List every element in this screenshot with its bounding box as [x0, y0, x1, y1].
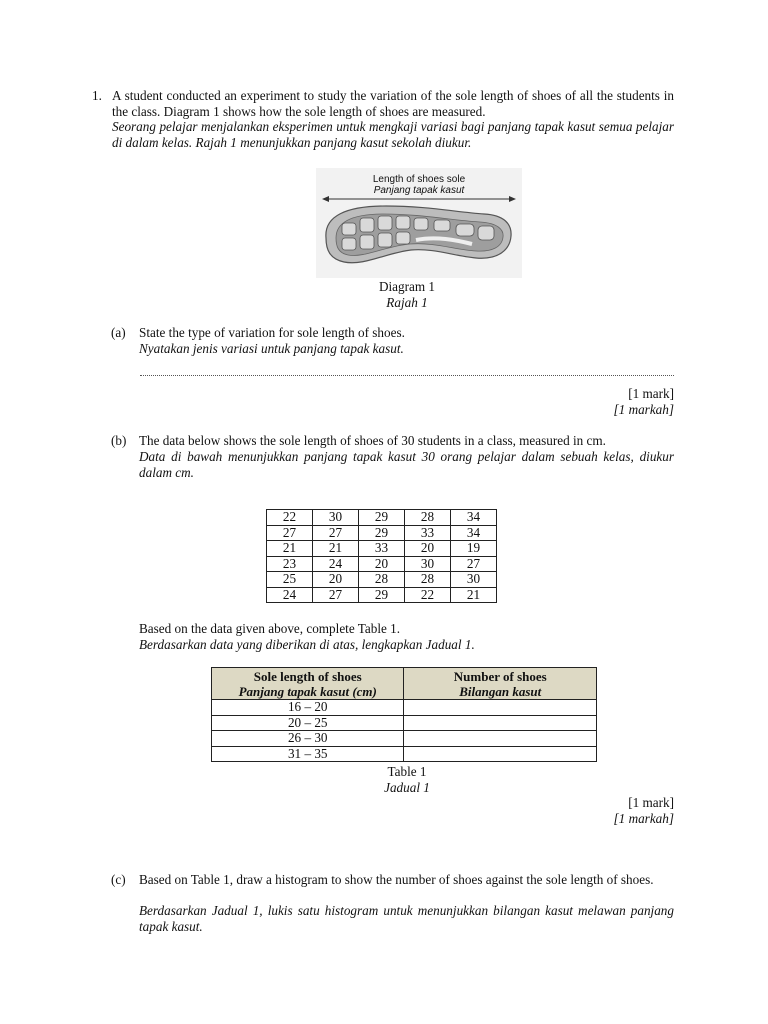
part-b-instruction-english: Based on the data given above, complete Table 1.	[139, 621, 401, 636]
part-b-letter: (b)	[111, 433, 127, 448]
part-a-mark-english: [1 mark]	[628, 386, 674, 401]
data-table-cell: 30	[313, 510, 359, 526]
part-c-question-malay: Berdasarkan Jadual 1, lukis satu histogram untuk menunjukkan bilangan kasut melawan panjang tapak kasut.	[139, 903, 674, 934]
data-table-cell: 28	[405, 510, 451, 526]
table-1-header-count	[404, 668, 597, 700]
data-table-cell: 20	[405, 541, 451, 557]
range-cell: 20 – 25	[212, 715, 404, 731]
table-1-caption-malay: Jadual 1	[384, 780, 430, 795]
data-table-cell: 30	[451, 572, 497, 588]
data-table-cell: 29	[359, 587, 405, 603]
data-table-cell: 27	[313, 525, 359, 541]
data-table-row	[267, 541, 497, 557]
data-table-cell: 21	[451, 587, 497, 603]
table-1-row	[212, 700, 597, 716]
table-1-row	[212, 715, 597, 731]
part-a-question-english: State the type of variation for sole length of shoes.	[139, 325, 405, 340]
diagram-caption-english: Diagram 1	[378, 279, 436, 294]
data-table-cell: 33	[359, 541, 405, 557]
count-answer-cell[interactable]	[404, 746, 597, 762]
data-table-cell: 24	[267, 587, 313, 603]
diagram-1-shoe-sole	[316, 168, 522, 278]
data-table-cell: 30	[405, 556, 451, 572]
data-table-cell: 34	[451, 525, 497, 541]
part-a-question-malay: Nyatakan jenis variasi untuk panjang tapak kasut.	[139, 341, 404, 356]
data-table-cell: 21	[313, 541, 359, 557]
data-table-cell: 27	[267, 525, 313, 541]
part-b-question-english: The data below shows the sole length of shoes of 30 students in a class, measured in cm.	[139, 433, 606, 448]
data-table-cell: 28	[405, 572, 451, 588]
data-table-row	[267, 587, 497, 603]
part-a-mark-malay: [1 markah]	[613, 402, 674, 417]
intro-english: A student conducted an experiment to study the variation of the sole length of shoes of all the students in the class. Diagram 1 shows how the sole length of shoes are measured.	[112, 88, 674, 119]
part-b-question-malay: Data di bawah menunjukkan panjang tapak kasut 30 orang pelajar dalam sebuah kelas, diukur dalam cm.	[139, 449, 674, 480]
data-table-cell: 28	[359, 572, 405, 588]
data-table-cell: 34	[451, 510, 497, 526]
range-cell: 16 – 20	[212, 700, 404, 716]
part-a-letter: (a)	[111, 325, 126, 340]
data-table-cell: 20	[313, 572, 359, 588]
count-answer-cell[interactable]	[404, 731, 597, 747]
data-table-row	[267, 510, 497, 526]
data-table-cell: 29	[359, 525, 405, 541]
table-1-caption-english: Table 1	[387, 764, 427, 779]
table-1-header-length	[212, 668, 404, 700]
header-length-english: Sole length of shoes	[253, 668, 362, 684]
part-c-question-english: Based on Table 1, draw a histogram to show the number of shoes against the sole length of shoes.	[139, 872, 654, 887]
data-table-cell: 27	[451, 556, 497, 572]
count-answer-cell[interactable]	[404, 700, 597, 716]
part-b-mark-english: [1 mark]	[628, 795, 674, 810]
data-table-cell: 21	[267, 541, 313, 557]
range-cell: 31 – 35	[212, 746, 404, 762]
header-length-malay: Panjang tapak kasut (cm)	[238, 683, 377, 699]
data-table-cell: 22	[405, 587, 451, 603]
answer-line[interactable]	[140, 374, 674, 376]
range-cell: 26 – 30	[212, 731, 404, 747]
data-table-cell: 19	[451, 541, 497, 557]
data-table-cell: 20	[359, 556, 405, 572]
table-1-row	[212, 731, 597, 747]
data-table-cell: 33	[405, 525, 451, 541]
data-table-row	[267, 525, 497, 541]
diagram-caption-malay: Rajah 1	[386, 295, 428, 310]
header-count-english: Number of shoes	[453, 668, 547, 684]
data-table-row	[267, 572, 497, 588]
header-count-malay: Bilangan kasut	[459, 683, 542, 699]
data-table-cell: 29	[359, 510, 405, 526]
table-1-row	[212, 746, 597, 762]
data-table-row	[267, 556, 497, 572]
data-table-cell: 23	[267, 556, 313, 572]
data-table-cell: 24	[313, 556, 359, 572]
question-number: 1.	[92, 88, 102, 103]
part-c-letter: (c)	[111, 872, 126, 887]
diagram-label-malay: Panjang tapak kasut	[373, 185, 465, 196]
intro-malay: Seorang pelajar menjalankan eksperimen untuk mengkaji variasi bagi panjang tapak kasut semua pelajar di dalam kelas. Rajah 1 menunjukkan panjang kasut sekolah diukur.	[112, 119, 674, 150]
table-1-frequency	[211, 667, 597, 762]
data-table-cell: 22	[267, 510, 313, 526]
data-table-cell: 27	[313, 587, 359, 603]
data-table-cell: 25	[267, 572, 313, 588]
part-b-instruction-malay: Berdasarkan data yang diberikan di atas, lengkapkan Jadual 1.	[139, 637, 475, 652]
diagram-label-english: Length of shoes sole	[372, 174, 466, 185]
count-answer-cell[interactable]	[404, 715, 597, 731]
part-b-mark-malay: [1 markah]	[613, 811, 674, 826]
sole-length-data-table	[266, 509, 497, 603]
